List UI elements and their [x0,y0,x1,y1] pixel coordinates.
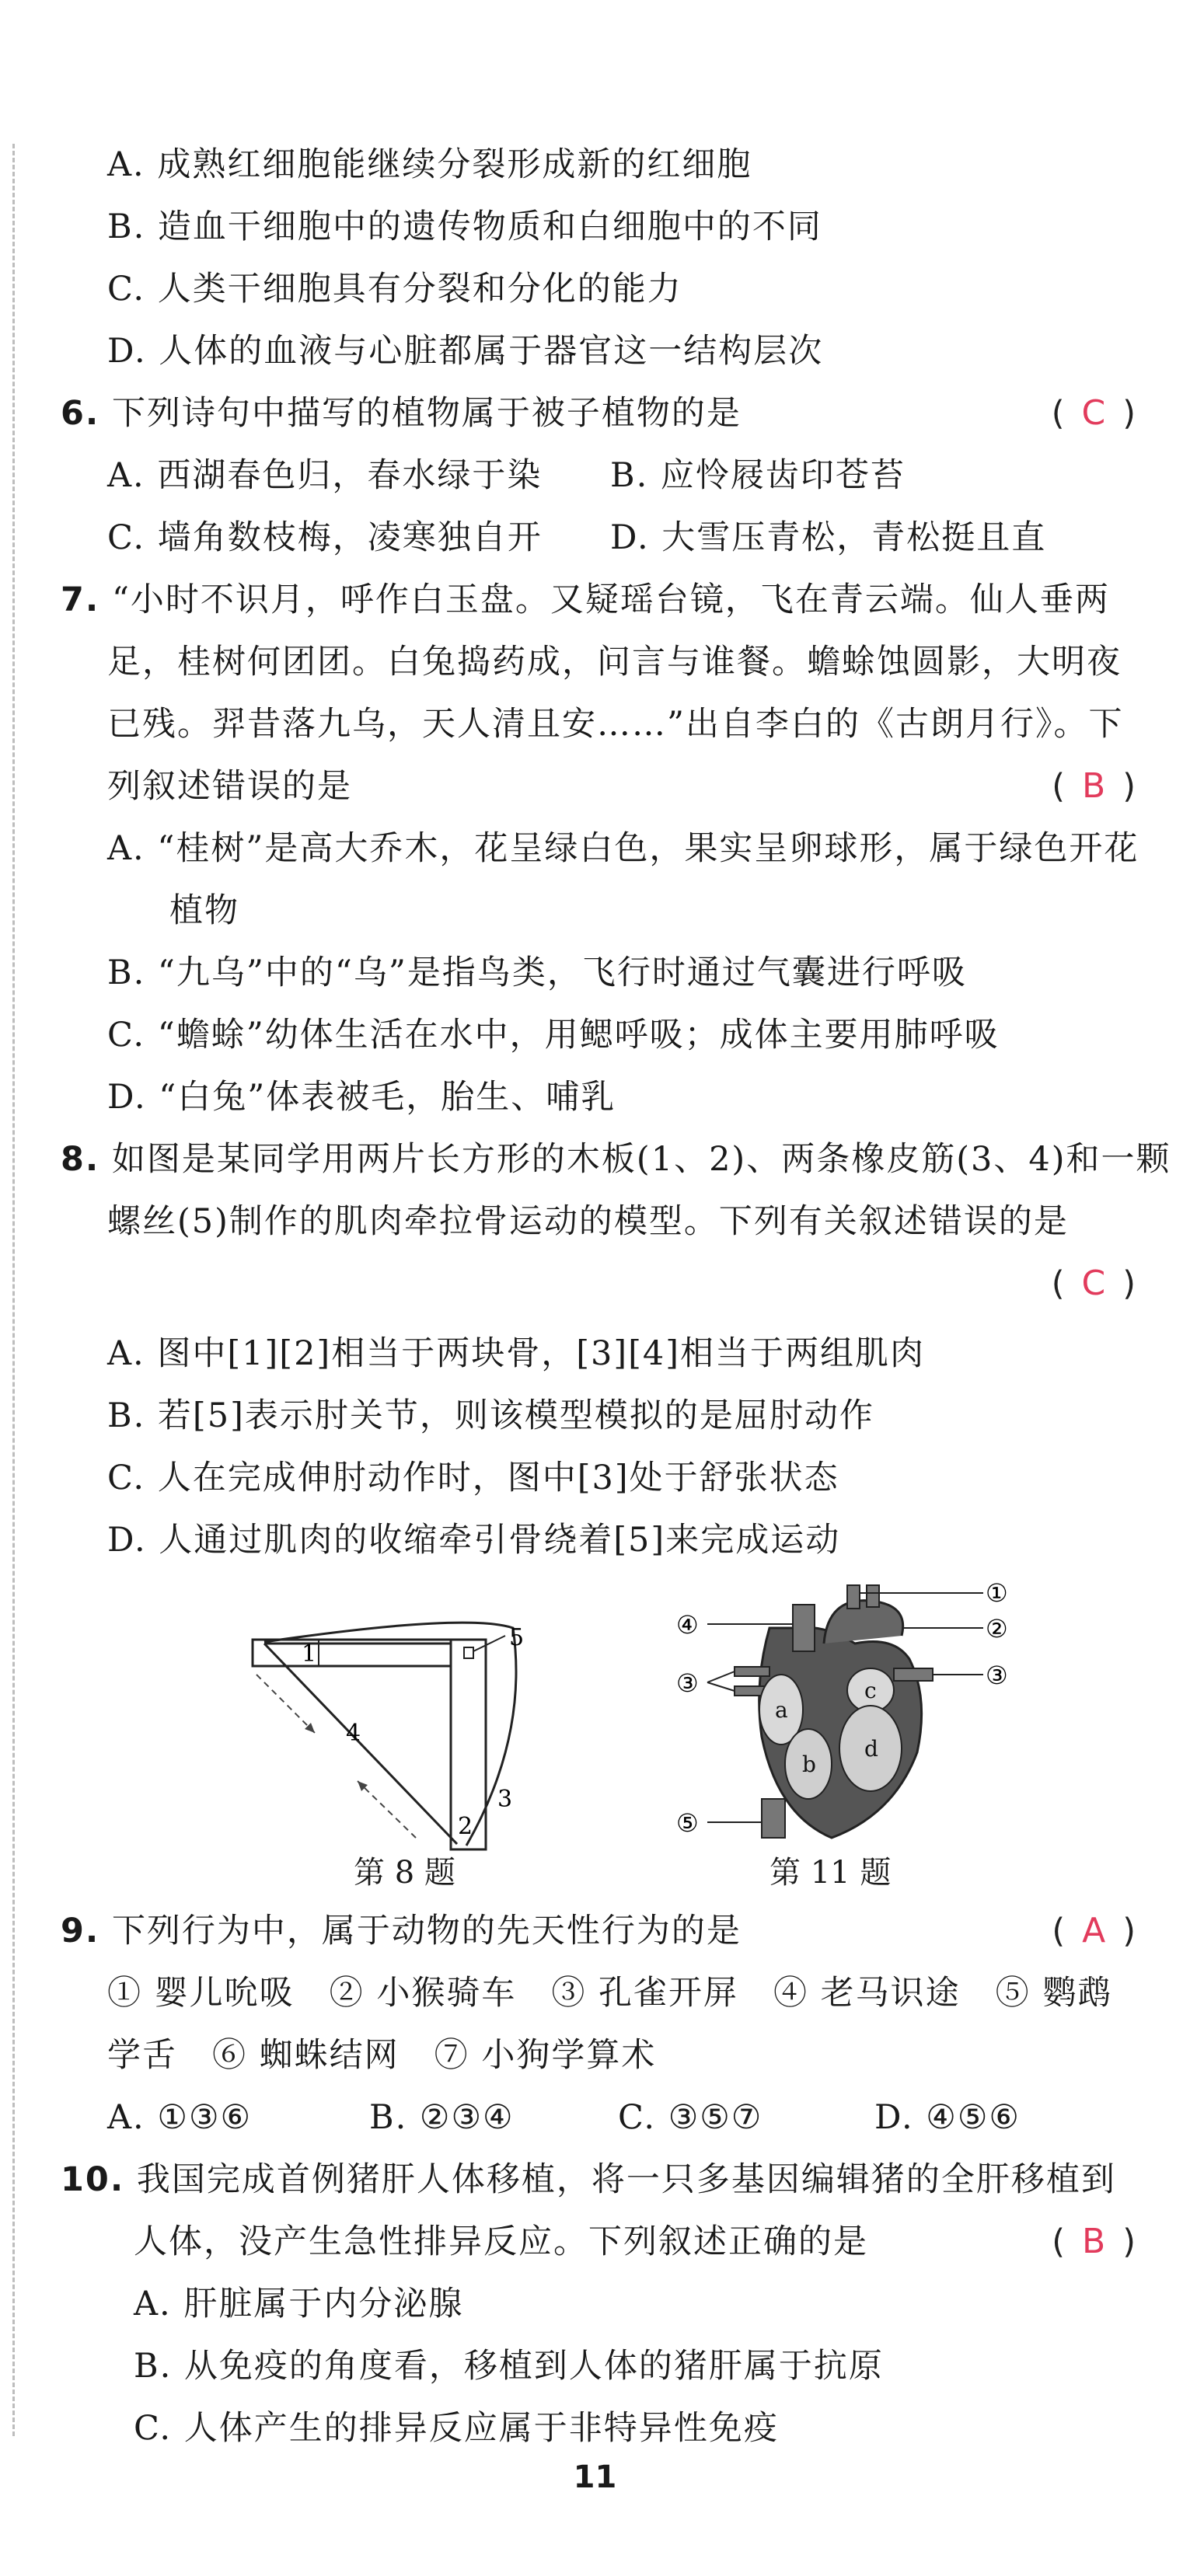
fig11-label-d: d [864,1736,878,1762]
q9-option-b: B. ②③④ [369,2098,515,2137]
fig11-label-a: a [775,1697,788,1723]
page-number: 11 [573,2459,617,2495]
q8-answer-box: ( C ) [1051,1264,1136,1303]
fig11-heart-diagram [661,1581,1049,1853]
q6-option-a: A. 西湖春色归，春水绿于染 [107,456,543,495]
q6-answer: C [1081,393,1106,433]
q9-option-d: D. ④⑤⑥ [874,2098,1021,2137]
q7-answer-box: ( B ) [1052,766,1136,806]
q7-stem-text-1: “小时不识月，呼作白玉盘。又疑瑶台镜，飞在青云端。仙人垂两 [111,580,1110,619]
q8-stem-text-1: 如图是某同学用两片长方形的木板(1、2)、两条橡皮筋(3、4)和一颗 [111,1140,1171,1179]
q6-number: 6. [61,394,100,433]
fig11-caption: 第 11 题 [769,1855,892,1891]
q7-stem-line-3: 已残。羿昔落九乌，天人清且安……”出自李白的《古朗月行》。下 [107,705,1124,744]
q6-stem-text: 下列诗句中描写的植物属于被子植物的是 [111,394,742,433]
q9-answer: A [1082,1911,1106,1950]
q8-option-c: C. 人在完成伸肘动作时，图中[3]处于舒张状态 [107,1459,839,1497]
q10-number: 10. [61,2160,125,2199]
q7-option-d: D. “白兔”体表被毛，胎生、哺乳 [107,1078,616,1117]
q9-stem-text: 下列行为中，属于动物的先天性行为的是 [111,1912,742,1950]
q10-stem-line-1 [61,2156,1116,2203]
q10-option-a: A. 肝脏属于内分泌腺 [134,2285,464,2323]
q8-option-d: D. 人通过肌肉的收缩牵引骨绕着[5]来完成运动 [107,1521,841,1560]
q9-stem [61,1908,742,1954]
q6-option-b: B. 应怜屐齿印苍苔 [610,456,906,495]
q8-option-a: A. 图中[1][2]相当于两块骨，[3][4]相当于两组肌肉 [107,1334,926,1373]
q7-stem-line-2: 足，桂树何团团。白兔捣药成，问言与谁餐。蟾蜍蚀圆影，大明夜 [107,643,1122,681]
q7-stem-line-4: 列叙述错误的是 [107,767,352,806]
fig11-label-4: ④ [676,1610,699,1640]
fig8-label-4: 4 [346,1720,361,1747]
q9-items-line-1: ① 婴儿吮吸 ② 小猴骑车 ③ 孔雀开屏 ④ 老马识途 ⑤ 鹦鹉 [107,1974,1113,2013]
q6-stem [61,390,742,437]
q7-number: 7. [61,580,100,619]
q9-option-a: A. ①③⑥ [107,2098,253,2137]
q8-stem-line-1 [61,1136,1171,1183]
fig8-label-5: 5 [509,1624,525,1651]
q10-answer-box: ( B ) [1052,2222,1136,2261]
q7-stem-line-1 [61,577,1110,623]
q9-number: 9. [61,1912,100,1950]
q7-answer: B [1082,766,1106,806]
fig11-label-b: b [802,1752,816,1777]
q7-option-a-cont: 植物 [169,891,239,930]
q6-option-c: C. 墙角数枝梅，凌寒独自开 [107,518,543,557]
q8-stem-line-2: 螺丝(5)制作的肌肉牵拉骨运动的模型。下列有关叙述错误的是 [107,1202,1069,1241]
fig8-caption: 第 8 题 [354,1855,455,1891]
fig11-label-c: c [864,1678,877,1703]
q5-option-c: C. 人类干细胞具有分裂和分化的能力 [107,270,682,308]
q10-option-c: C. 人体产生的排异反应属于非特异性免疫 [134,2409,779,2448]
q5-option-a: A. 成熟红细胞能继续分裂形成新的红细胞 [107,145,752,184]
fig11-label-2: ② [986,1614,1008,1644]
q6-answer-box: ( C ) [1051,393,1136,433]
fig11-label-3-right: ③ [986,1661,1008,1690]
q10-stem-text-1: 我国完成首例猪肝人体移植，将一只多基因编辑猪的全肝移植到 [136,2160,1116,2199]
q10-answer: B [1082,2222,1106,2261]
q10-stem-line-2: 人体，没产生急性排异反应。下列叙述正确的是 [134,2222,868,2261]
fig11-label-1: ① [986,1581,1008,1608]
q9-option-c: C. ③⑤⑦ [618,2098,763,2137]
q5-option-b: B. 造血干细胞中的遗传物质和白细胞中的不同 [107,207,822,246]
q7-option-c: C. “蟾蜍”幼体生活在水中，用鳃呼吸；成体主要用肺呼吸 [107,1016,1000,1054]
page-dashed-border [12,144,15,2436]
q7-option-a: A. “桂树”是高大乔木，花呈绿白色，果实呈卵球形，属于绿色开花 [107,829,1139,868]
fig8-label-1: 1 [302,1640,317,1668]
q8-option-b: B. 若[5]表示肘关节，则该模型模拟的是屈肘动作 [107,1396,874,1435]
q6-option-d: D. 大雪压青松，青松挺且直 [610,518,1047,557]
q9-answer-box: ( A ) [1052,1911,1136,1950]
fig11-label-5: ⑤ [676,1808,699,1838]
fig8-label-3: 3 [497,1786,513,1813]
q7-option-b: B. “九乌”中的“乌”是指鸟类，飞行时通过气囊进行呼吸 [107,953,967,992]
q8-answer: C [1081,1264,1106,1303]
fig11-label-3-left: ③ [676,1668,699,1698]
fig8-label-2: 2 [458,1813,473,1840]
q5-option-d: D. 人体的血液与心脏都属于器官这一结构层次 [107,332,824,371]
fig8-muscle-model-diagram [233,1597,575,1853]
q9-items-line-2: 学舌 ⑥ 蜘蛛结网 ⑦ 小狗学算术 [107,2036,657,2075]
q8-number: 8. [61,1140,100,1179]
q10-option-b: B. 从免疫的角度看，移植到人体的猪肝属于抗原 [134,2347,884,2386]
